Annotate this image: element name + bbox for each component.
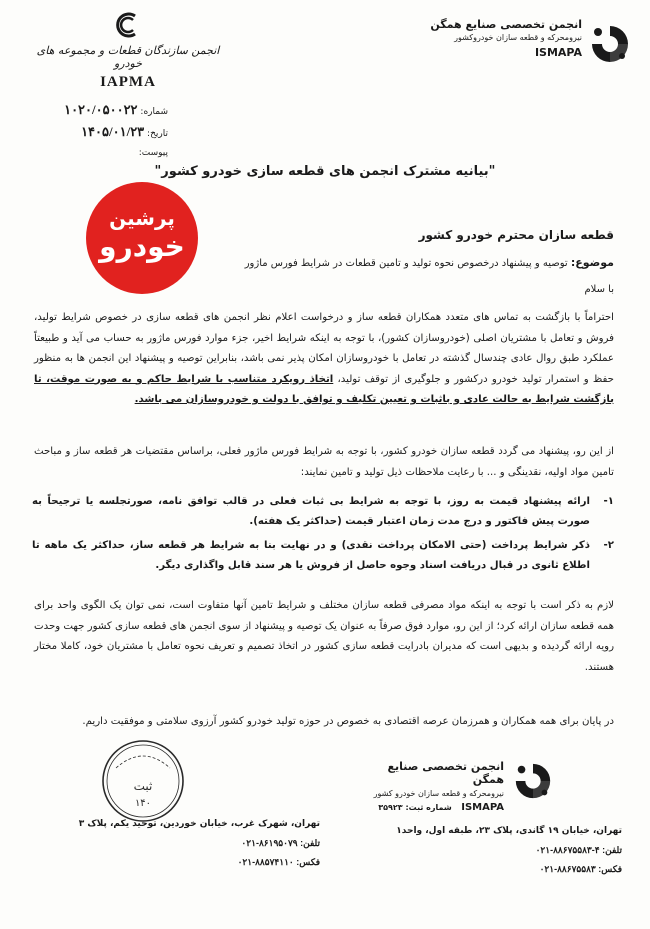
signature-english-name: ISMAPA bbox=[461, 802, 504, 813]
date-label: تاریخ: bbox=[147, 129, 168, 139]
attachment-label: پیوست: bbox=[138, 148, 168, 158]
iapma-emblem-icon bbox=[113, 12, 143, 38]
subject-line bbox=[245, 256, 614, 269]
ismapa-emblem-icon bbox=[512, 760, 554, 802]
statement-headline: "بیانیه مشترک انجمن های قطعه سازی خودرو کشور" bbox=[154, 164, 496, 179]
badge-bottom-text: خودرو bbox=[99, 230, 185, 263]
ismapa-signature-block bbox=[354, 756, 554, 816]
list-item bbox=[32, 492, 614, 532]
paragraph-1-emphasis: اتخاذ رویکرد متناسب با شرایط حاکم و به صورت موقت، تا بازگشت شرایط به حالت عادی و باثبات و تعیین تکلیف و توافق با دولت و خودروسازان می باشد. bbox=[34, 373, 614, 405]
list-item-number: ۱- bbox=[603, 496, 614, 507]
paragraph-1 bbox=[34, 308, 614, 411]
number-label: شماره: bbox=[140, 107, 168, 117]
iapma-phone: تلفن: ۸۶۱۹۵۰۷۹-۰۲۱ bbox=[241, 838, 320, 848]
date-value: ۱۴۰۵/۰۱/۲۳ bbox=[81, 124, 145, 139]
iapma-name: انجمن سازندگان قطعات و مجموعه های خودرو bbox=[36, 44, 220, 70]
recommendation-list bbox=[32, 492, 614, 576]
ismapa-subtitle: نیرومحرکه و قطعه سازان خودروکشور bbox=[454, 33, 582, 42]
number-value: ۱۰۲۰/۰۵۰۰۲۲ bbox=[64, 102, 138, 117]
ismapa-footer bbox=[322, 822, 622, 879]
addressee: قطعه سازان محترم خودرو کشور bbox=[418, 228, 614, 242]
signature-org-name: انجمن تخصصی صنایع همگن bbox=[387, 760, 504, 786]
paragraph-1-text: احتراماً با بازگشت به تماس های متعدد همکاران قطعه ساز و درخواست اعلام نظر انجمن های قطعه سازی در خصوص شرایط تولید، فروش و تعامل با مشتریان اصلی (خودروسازان کشور)، با توجه به اینکه شرایط اخیر، جزء موارد فورس ماژور به حساب می آید و طبیعتاً عملکرد طبق روال عادی چندسال گذشته در تعامل با خودروسازان امکان پذیر نمی باشد، بنابراین توصیه و پیشنهاد این انجمن ها به منظور حفظ و استمرار تولید خودرو درکشور و جلوگیری از توقف تولید، bbox=[34, 312, 614, 385]
ismapa-logo bbox=[402, 16, 632, 76]
list-item-text: ارائه پیشنهاد قیمت به روز، با توجه به شرایط بی ثبات فعلی در قالب توافق نامه، صورتجلسه یا ترجیحاً به صورت پیش فاکتور و درج مدت زمان اعتبار قیمت (حداکثر یک هفته). bbox=[32, 496, 590, 527]
subject-label: موضوع: bbox=[570, 256, 614, 269]
ismapa-emblem-icon bbox=[588, 22, 632, 66]
ismapa-phone: تلفن: ۴-۸۸۶۷۵۵۸۳-۰۲۱ bbox=[535, 845, 622, 855]
list-item-text: ذکر شرایط پرداخت (حتی الامکان پرداخت نقدی) و در نهایت بنا به شرایط هر قطعه ساز، حداکثر یک ماهه تا اطلاع ثانوی در قبال دریافت اسناد وجوه حاصل از فروش یا هر سند قابل واگذاری دیگر. bbox=[32, 540, 590, 571]
paragraph-2: از این رو، پیشنهاد می گردد قطعه سازان خودرو کشور، با توجه به شرایط فورس ماژور فعلی، براساس مقتضیات هر قطعه ساز و مباحث تامین مواد اولیه، نقدینگی و ... با رعایت ملاحظات ذیل تولید و تامین نمایند: bbox=[34, 446, 614, 478]
paragraph-3: لازم به ذکر است با توجه به اینکه مواد مصرفی قطعه سازان مختلف و شرایط تامین آنها متفاوت است، نمی توان یک الگوی واحد برای همه قطعه سازان ارائه کرد؛ از این رو، موارد فوق صرفاً به عنوان یک توصیه و پیشنهاد از سوی انجمن های قطعه سازی کشور جهت وحدت رویه ارائه گردیده و بدیهی است که مدیران بادرایت قطعه سازی کشور در اتخاذ تصمیم و تعریف نحوه تعامل با مشتریان خود، کاملا مختار هستند. bbox=[34, 600, 614, 673]
subject-text: توصیه و پیشنهاد درخصوص نحوه تولید و تامین قطعات در شرایط فورس ماژور bbox=[244, 258, 571, 269]
paragraph-4: در پایان برای همه همکاران و همرزمان عرصه اقتصادی به خصوص در حوزه تولید خودرو کشور آرزوی سلامتی و موفقیت داریم. bbox=[82, 716, 614, 727]
persian-khodro-badge bbox=[86, 182, 198, 294]
iapma-english-name: IAPMA bbox=[100, 74, 156, 90]
iapma-footer bbox=[20, 815, 320, 872]
ismapa-english-name: ISMAPA bbox=[534, 46, 582, 59]
ismapa-name: انجمن تخصصی صنایع همگن bbox=[430, 18, 582, 31]
seal-word: ثبت bbox=[133, 779, 153, 793]
badge-top-text: پرشین bbox=[109, 206, 175, 230]
letter-meta bbox=[38, 100, 168, 163]
official-seal bbox=[100, 738, 186, 824]
signature-org-subtitle: نیرومحرکه و قطعه سازان خودرو کشور bbox=[373, 789, 504, 798]
list-item bbox=[32, 536, 614, 576]
greeting: با سلام bbox=[584, 284, 614, 295]
list-item-number: ۲- bbox=[603, 540, 614, 551]
iapma-fax: فکس: ۸۸۵۷۴۱۱۰-۰۲۱ bbox=[237, 857, 320, 867]
ismapa-address: تهران، خیابان ۱۹ گاندی، پلاک ۲۳، طبقه اول، واحد۱ bbox=[396, 826, 622, 836]
iapma-logo bbox=[28, 12, 228, 90]
registration-number: شماره ثبت: ۳۵۹۲۳ bbox=[378, 803, 452, 812]
iapma-address: تهران، شهرک غرب، خیابان خوردین، توحید یکم، پلاک ۳ bbox=[78, 819, 320, 829]
ismapa-fax: فکس: ۸۸۶۷۵۵۸۳-۰۲۱ bbox=[539, 864, 622, 874]
seal-year: ۱۴۰ bbox=[134, 798, 152, 809]
